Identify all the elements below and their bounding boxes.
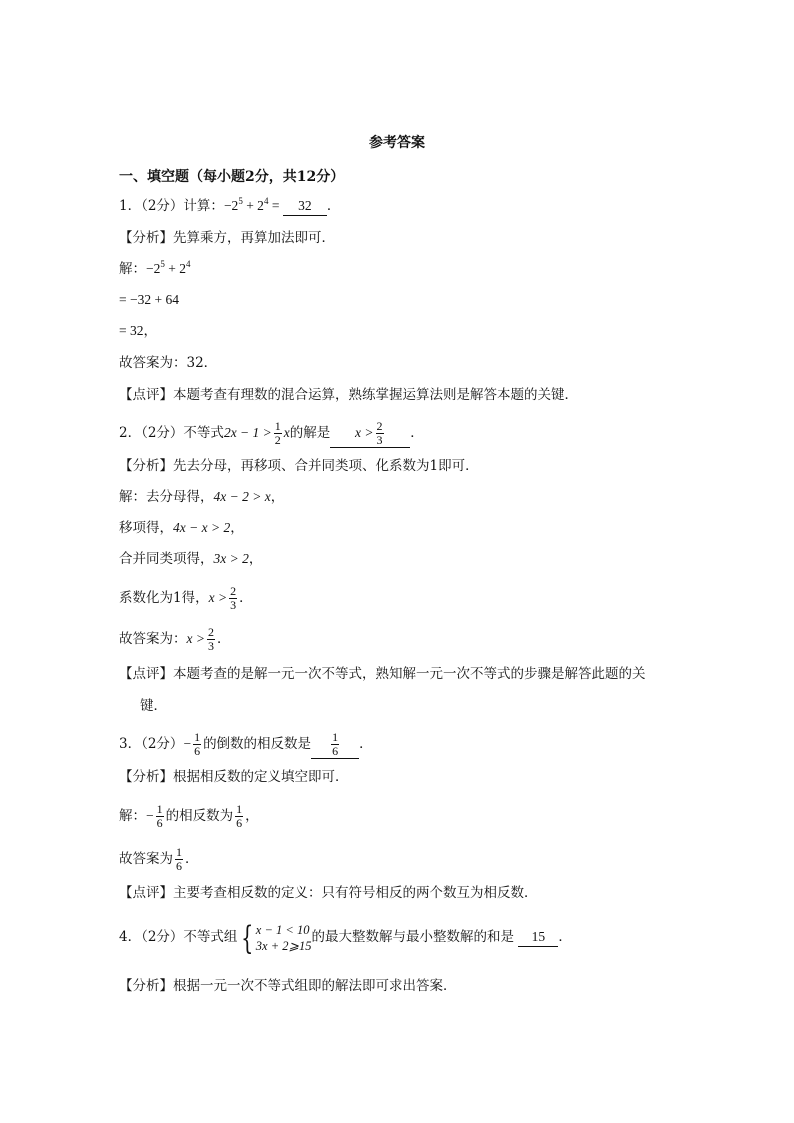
final-answer-1: 故答案为：32． [119, 355, 218, 371]
solution-step: 系数化为1得，x > $\frac{2}{3}$ ． [119, 584, 253, 612]
inequality-system: { x − 1 < 10 3x + 2⩾15 [241, 918, 312, 957]
answer-blank: $\frac{1}{6}$ [311, 731, 359, 759]
final-answer-2: 故答案为：x > $\frac{2}{3}$ ． [119, 625, 231, 653]
solution-step: 移项得，4x − x > 2， [119, 520, 244, 536]
solution-1: 解：$-2^5 + 2^4$ [119, 259, 191, 277]
page-title: 参考答案 [369, 135, 425, 151]
final-answer-3: 故答案为 $\frac{1}{6}$ ． [119, 845, 199, 873]
comment-2-cont: 键． [140, 698, 167, 714]
comment-3: 【点评】主要考查相反数的定义：只有符号相反的两个数互为相反数． [119, 885, 538, 901]
section-heading: 一、填空题（每小题2分，共12分） [119, 169, 345, 185]
solution-step: = 32， [119, 323, 157, 338]
solution-step: 解：去分母得，4x − 2 > x， [119, 489, 285, 505]
analysis-2: 【分析】先去分母，再移项、合并同类项、化系数为1即可． [119, 458, 479, 474]
analysis-3: 【分析】根据相反数的定义填空即可． [119, 769, 349, 785]
fraction: $\frac{1}{2}$ [274, 419, 281, 447]
analysis-1: 【分析】先算乘方，再算加法即可． [119, 230, 335, 246]
solution-step: = −32 + 64 [119, 292, 179, 307]
solution-step: 合并同类项得，3x > 2， [119, 551, 263, 567]
solution-3: 解：− $\frac{1}{6}$ 的相反数为 $\frac{1}{6}$ ， [119, 802, 259, 830]
question-2: 2．（2分）不等式2x − 1 > $\frac{1}{2}$ x的解是 x > $\frac{2}{3}$ ． [119, 419, 424, 447]
question-1: 1．（2分）计算：$-2^5 + 2^4 = 32$ ． [119, 196, 341, 214]
comment-1: 【点评】本题考查有理数的混合运算，熟练掌握运算法则是解答本题的关键． [119, 387, 578, 403]
analysis-4: 【分析】根据一元一次不等式组即的解法即可求出答案． [119, 978, 457, 994]
answer-blank: x > $\frac{2}{3}$ [330, 420, 410, 448]
question-3: 3．（2分）− $\frac{1}{6}$ 的倒数的相反数是 $\frac{1}{6}$ ． [119, 730, 373, 758]
answer-blank: 15 [518, 928, 558, 947]
question-4: 4．（2分）不等式组 { x − 1 < 10 3x + 2⩾15 的最大整数解与最小整数解的和是 15 ． [119, 918, 572, 957]
comment-2: 【点评】本题考查的是解一元一次不等式，熟知解一元一次不等式的步骤是解答此题的关 [119, 666, 646, 682]
answer-blank: 32 [283, 197, 327, 216]
